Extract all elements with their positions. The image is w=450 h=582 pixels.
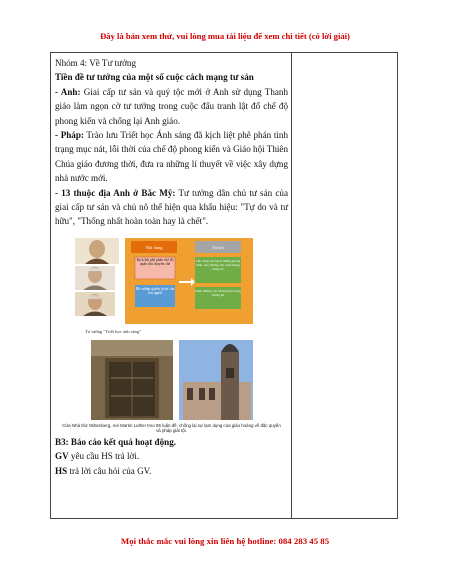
green-box-1-text: Tấn công vào hệ tư tưởng phong kiến, dọn đường cho cách mạng bùng nổ <box>195 258 241 271</box>
item-france <box>55 128 288 186</box>
green-box-1-text-wrap <box>195 259 241 283</box>
student-label: HS <box>55 465 68 476</box>
content-header-text: Nội dung <box>145 244 163 250</box>
role-header-text: Vai trò <box>211 244 225 250</box>
item-text: Giai cấp tư sản và quý tộc mới ở Anh sử dụng Thanh giáo làm ngọn cờ tư tưởng trong cuộc đấu tranh lật đổ chế độ phong kiến và chống lại Anh giáo. <box>55 86 289 126</box>
portrait-3 <box>75 292 115 316</box>
diagram-label: Tư tưởng "Triết học ánh sáng" <box>85 328 142 334</box>
item-england <box>55 85 288 128</box>
item-text: Tư tưởng dân chủ tư sản của giai cấp tư sản và chủ nô thể hiện qua khẩu hiệu: "Tự do và tư hữu", "Thống nhất hoàn toàn hay là chết". <box>55 187 288 227</box>
item-label: - 13 thuộc địa Anh ở Bắc Mỹ: <box>55 187 176 198</box>
enlightenment-diagram <box>55 235 288 338</box>
portrait-2 <box>75 266 115 290</box>
group-title: Nhóm 4: Về Tư tưởng <box>55 58 137 68</box>
portrait-1 <box>75 238 119 264</box>
red-box-text-wrap <box>135 258 175 279</box>
section-heading: Tiền đề tư tưởng của một số cuộc cách mạng tư sản <box>55 72 254 83</box>
lesson-table <box>50 52 398 519</box>
teacher-line <box>55 449 288 463</box>
content-cell <box>55 56 288 478</box>
item-north-america <box>55 186 288 229</box>
hotline-notice: Mọi thắc mắc vui lòng xin liên hệ hotline: 084 283 45 85 <box>120 536 330 546</box>
student-text: trả lời câu hỏi của GV. <box>67 465 152 476</box>
item-label: - Anh: <box>55 86 81 97</box>
church-photo <box>55 338 288 422</box>
blue-box-text: Đề xướng quyền tự do của con người <box>135 286 175 296</box>
diagram-svg <box>55 235 288 338</box>
teacher-label: GV <box>55 451 69 462</box>
photo-caption: Cửa Nhà thờ Wittenberg, nơi Martin Luther treo 95 luận đề, chống lại sự lạm dụng của giáo hoàng về đặc quyền và pháp giải tội. <box>62 422 281 433</box>
teacher-text: yêu cầu HS trả lời. <box>68 451 140 462</box>
student-line <box>55 464 288 478</box>
item-text: Trào lưu Triết học Ánh sáng đã kịch liệt phê phán tình trạng mục nát, lỗi thời của chế độ phong kiến và Giáo hội Thiên Chúa giáo đương thời, đưa ra những lí thuyết về việc xây dựng nhà nước mới. <box>55 130 288 184</box>
blue-box-text-wrap <box>135 287 175 307</box>
item-label: - Pháp: <box>55 130 84 141</box>
green-box-2-text: Dinh dưỡng cho xã hội mới trong tương lai <box>195 288 241 297</box>
preview-notice: Đây là bản xem thử, vui lòng mua tài liệu để xem chi tiết (có lời giải) <box>100 31 350 41</box>
church-photo-svg <box>55 338 288 422</box>
red-box-text: Kịch liệt phê phán chế độ quân chủ chuyên chế <box>136 257 174 267</box>
green-box-2-text-wrap <box>195 289 241 309</box>
column-divider <box>291 53 292 518</box>
step-heading: B3: Báo cáo kết quả hoạt động. <box>55 436 177 447</box>
